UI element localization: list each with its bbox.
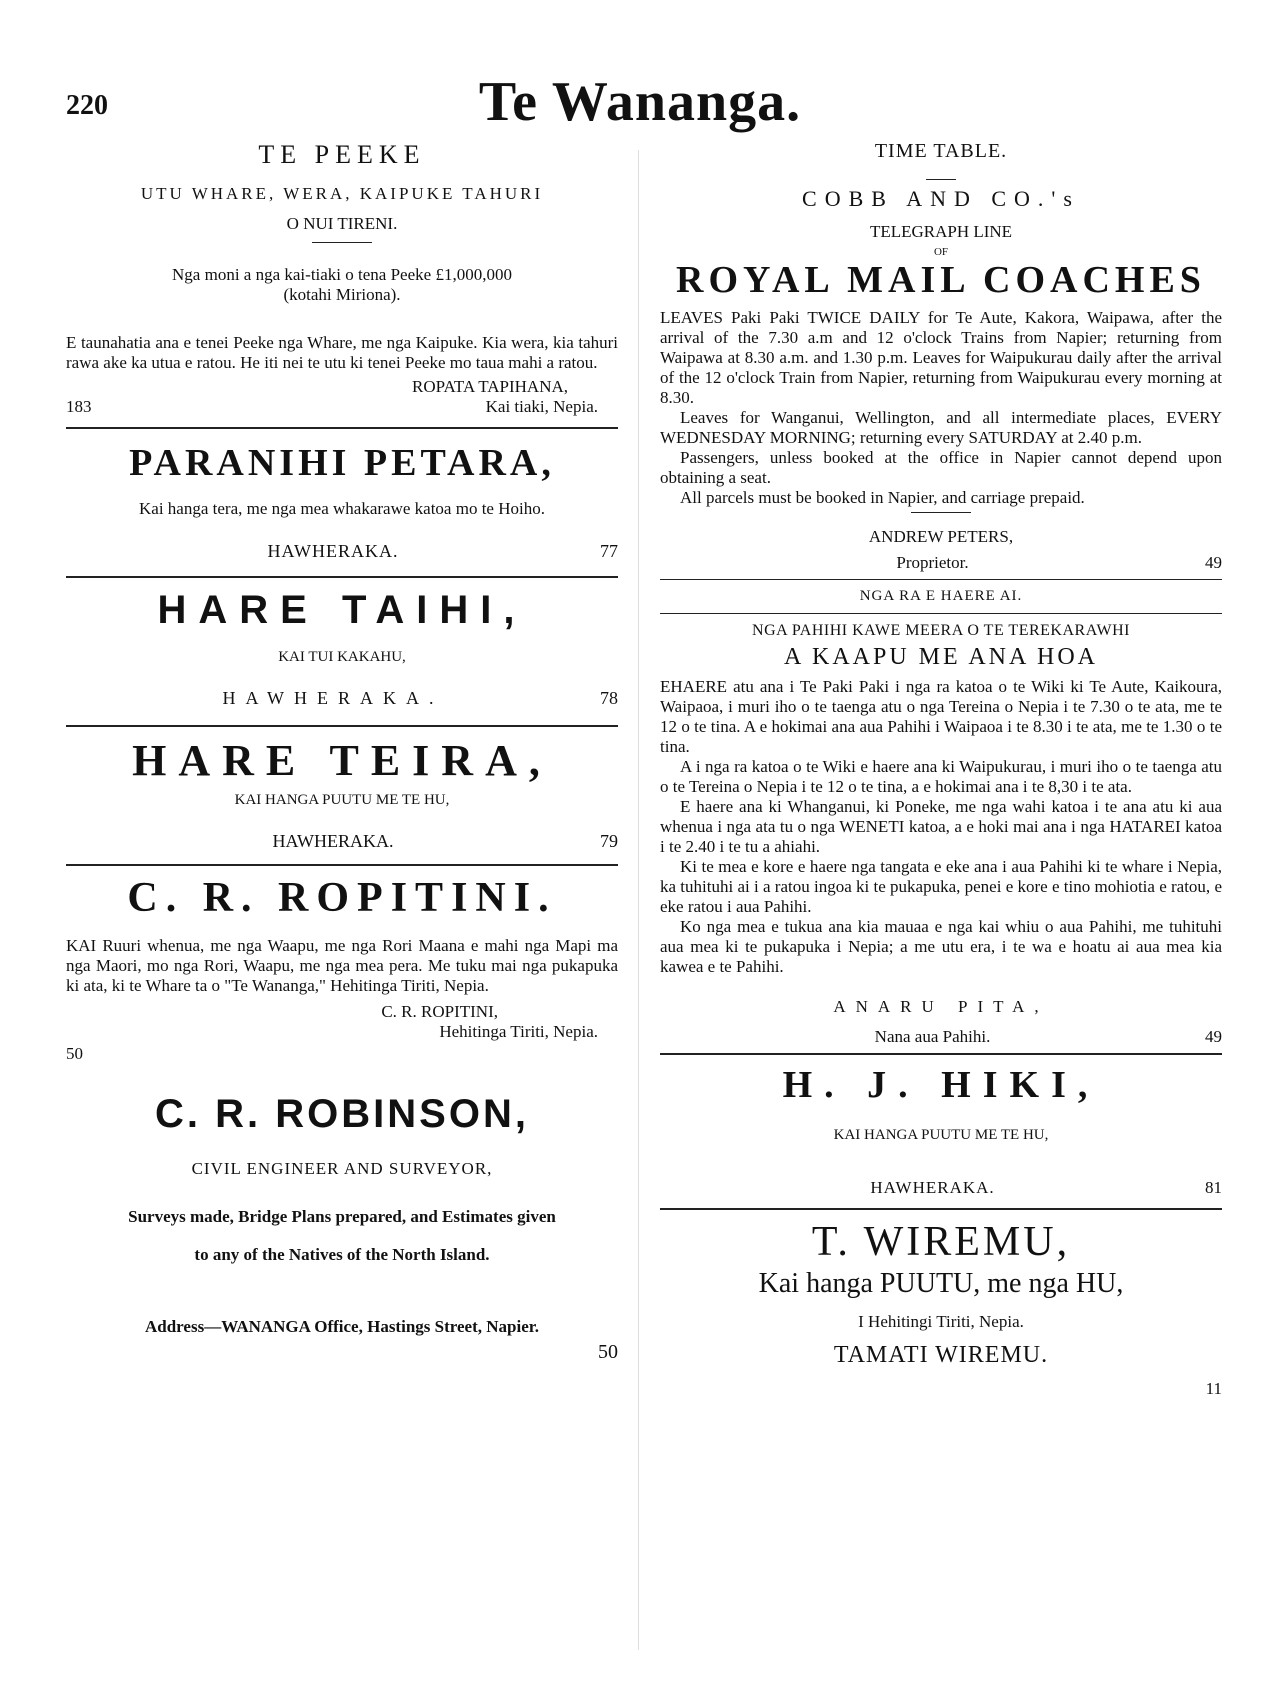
taihi-number: 78 xyxy=(600,688,618,708)
masthead-title: Te Wananga. xyxy=(478,71,802,133)
pahihi-para-5: Ko nga mea e tukua ana kia mauaa e nga kai whiu o aua Pahihi, me tuhituhi aua mea ki te pukapuka i Nepia; a me utu era, i te wa e hoatu ai aua mea kia kawea e te Pahihi. xyxy=(660,917,1222,976)
robinson-number: 50 xyxy=(598,1341,618,1363)
hiki-desc: KAI HANGA PUUTU ME TE HU, xyxy=(833,1127,1049,1143)
ropitini-number: 50 xyxy=(66,1044,83,1063)
robinson-line2: to any of the Natives of the North Island. xyxy=(194,1245,490,1264)
ropitini-address: Hehitinga Tiriti, Nepia. xyxy=(439,1022,598,1041)
of-label: OF xyxy=(933,246,949,258)
wiremu-signature: TAMATI WIREMU. xyxy=(833,1342,1049,1368)
petara-place: HAWHERAKA. xyxy=(267,541,399,561)
pahihi-signature: ANARU PITA, xyxy=(833,997,1049,1016)
wiremu-desc: Kai hanga PUUTU, me nga HU, xyxy=(758,1268,1124,1299)
ad-c-r-robinson xyxy=(66,1092,618,1364)
ad-c-r-ropitini xyxy=(66,874,618,1064)
timetable-number: 49 xyxy=(1205,553,1222,572)
peeke-line1: Nga moni a nga kai-tiaki o tena Peeke £1,000,000 xyxy=(172,265,512,284)
pahihi-title-1: NGA PAHIHI KAWE MEERA O TE TEREKARAWHI xyxy=(752,622,1130,639)
hiki-number: 81 xyxy=(1205,1178,1222,1197)
teira-number: 79 xyxy=(600,831,618,851)
hiki-place: HAWHERAKA. xyxy=(870,1178,995,1197)
pahihi-para-2: A i nga ra katoa o te Wiki e haere ana ki Waipukurau, i muri iho o te taenga atu o te Tereina o Nepia i te 12 o te tina, a e hokimai ana i te 8,30 i te ata. xyxy=(660,757,1222,796)
section-rule xyxy=(660,1053,1222,1055)
peeke-subtitle: UTU WHARE, WERA, KAIPUKE TAHURI xyxy=(140,184,544,203)
petara-number: 77 xyxy=(600,541,618,561)
robinson-address: Address—WANANGA Office, Hastings Street, Napier. xyxy=(145,1317,539,1336)
taihi-title: HARE TAIHI, xyxy=(157,588,527,632)
section-rule xyxy=(660,579,1222,580)
pahihi-para-1: EHAERE atu ana i Te Paki Paki i nga ra katoa o te Wiki ki Te Aute, Kaikoura, Waipaoa, i muri iho o te taenga atu o nga Tereina o Nepia i te 7.30 o te ata, me te 12 o te tina. A e hokimai ana aua Pahihi i Waipaoa i te 8.30 i te ata, me te 1.30 o te tina. xyxy=(660,677,1222,756)
wiremu-address: I Hehitingi Tiriti, Nepia. xyxy=(858,1312,1024,1331)
cobb-and-co: COBB AND CO.'s xyxy=(802,186,1080,211)
teira-desc: KAI HANGA PUUTU ME TE HU, xyxy=(234,792,450,808)
section-rule xyxy=(660,1208,1222,1210)
timetable-para-1: LEAVES Paki Paki TWICE DAILY for Te Aute, Kakora, Waipawa, after the arrival of the 7.30 a.m and 12 o'clock Trains from Napier; returning from Waipawa at 8.30 a.m. and 1.30 p.m. Leaves for Waipukurau daily after the arrival of the 12 o'clock Train from Napier, returning from Waipukurau every morning at 8.30. xyxy=(660,308,1222,407)
section-rule xyxy=(66,576,618,578)
royal-mail-coaches: ROYAL MAIL COACHES xyxy=(676,259,1206,301)
timetable-signature: ANDREW PETERS, xyxy=(868,527,1014,546)
ad-paranihi-petara xyxy=(66,441,618,562)
pahihi-number: 49 xyxy=(1205,1027,1222,1046)
timetable-para-2: Leaves for Wanganui, Wellington, and all intermediate places, EVERY WEDNESDAY MORNING; returning every SATURDAY at 2.40 p.m. xyxy=(660,408,1222,447)
section-rule xyxy=(66,427,618,429)
pahihi-role: Nana aua Pahihi. xyxy=(874,1027,991,1046)
left-column xyxy=(66,140,618,1364)
robinson-title: C. R. ROBINSON, xyxy=(155,1092,529,1136)
petara-title: PARANIHI PETARA, xyxy=(129,442,555,484)
peeke-place: Kai tiaki, Nepia. xyxy=(485,397,598,416)
ropitini-title: C. R. ROPITINI. xyxy=(127,875,557,921)
pahihi-title-2: A KAAPU ME ANA HOA xyxy=(783,644,1099,670)
pahihi-heading: NGA RA E HAERE AI. xyxy=(859,588,1023,604)
section-rule xyxy=(66,864,618,866)
ad-nga-pahihi xyxy=(660,588,1222,1047)
page-number: 220 xyxy=(66,90,108,121)
ad-hare-taihi xyxy=(66,588,618,709)
robinson-desc: CIVIL ENGINEER AND SURVEYOR, xyxy=(191,1159,493,1178)
ropitini-signature: C. R. ROPITINI, xyxy=(381,1002,498,1021)
timetable-role: Proprietor. xyxy=(896,553,969,572)
peeke-paragraph: E taunahatia ana e tenei Peeke nga Whare, me nga Kaipuke. Kia wera, kia tahuri rawa ake ka utua e ratou. He iti nei te utu ki tenei Peeke mo taua mahi a ratou. xyxy=(66,333,618,372)
telegraph-line: TELEGRAPH LINE xyxy=(869,222,1013,241)
peeke-number: 183 xyxy=(66,397,92,416)
pahihi-para-3: E haere ana ki Whanganui, ki Poneke, me nga wahi katoa i te ana atu ki aua whenua i nga ata tu o nga WENETI katoa, a e hoki mai ana i nga HATAREI katoa i te 2.40 i te tu a ahiahi. xyxy=(660,797,1222,856)
robinson-line1: Surveys made, Bridge Plans prepared, and Estimates given xyxy=(128,1207,556,1226)
right-column xyxy=(660,140,1222,1399)
section-rule xyxy=(66,725,618,727)
timetable-title: TIME TABLE. xyxy=(874,140,1008,162)
divider xyxy=(911,512,971,513)
ad-hare-teira xyxy=(66,735,618,852)
ad-te-peeke xyxy=(66,140,618,417)
peeke-title: TE PEEKE xyxy=(258,140,426,169)
ad-t-wiremu xyxy=(660,1218,1222,1399)
peeke-line2: (kotahi Miriona). xyxy=(283,285,401,304)
taihi-desc: KAI TUI KAKAHU, xyxy=(278,649,406,665)
teira-place: HAWHERAKA. xyxy=(272,831,394,851)
peeke-signature: ROPATA TAPIHANA, xyxy=(412,377,568,396)
section-rule xyxy=(660,613,1222,614)
ropitini-paragraph: KAI Ruuri whenua, me nga Waapu, me nga Rori Maana e mahi nga Mapi ma nga Maori, mo nga Rori, Waapu, me nga mea pera. Me tuku mai nga pukapuka ki ata, ki te Whare ta o "Te Wananga," Hehitinga Tiriti, Nepia. xyxy=(66,936,618,995)
pahihi-para-4: Ki te mea e kore e haere nga tangata e eke ana i aua Pahihi ki te whare i Nepia, ka tuhituhi ai i a ratou ingoa ki te pukapuka, penei e kore e tino mohiotia e ratou, e eke ratou i aua Pahihi. xyxy=(660,857,1222,916)
hiki-title: H. J. HIKI, xyxy=(782,1064,1100,1106)
taihi-place: HAWHERAKA. xyxy=(222,688,444,708)
timetable-para-4: All parcels must be booked in Napier, and carriage prepaid. xyxy=(680,488,1085,507)
peeke-subtitle2: O NUI TIRENI. xyxy=(286,214,398,233)
divider xyxy=(926,179,956,180)
wiremu-title: T. WIREMU, xyxy=(811,1219,1071,1265)
teira-title: HARE TEIRA, xyxy=(132,736,552,785)
column-divider xyxy=(638,150,639,1650)
wiremu-number: 11 xyxy=(1205,1379,1222,1398)
ad-h-j-hiki xyxy=(660,1063,1222,1198)
timetable-para-3: Passengers, unless booked at the office in Napier cannot depend upon obtaining a seat. xyxy=(660,448,1222,487)
divider xyxy=(312,242,372,243)
petara-desc: Kai hanga tera, me nga mea whakarawe katoa mo te Hoiho. xyxy=(139,499,545,518)
ad-time-table xyxy=(660,140,1222,573)
